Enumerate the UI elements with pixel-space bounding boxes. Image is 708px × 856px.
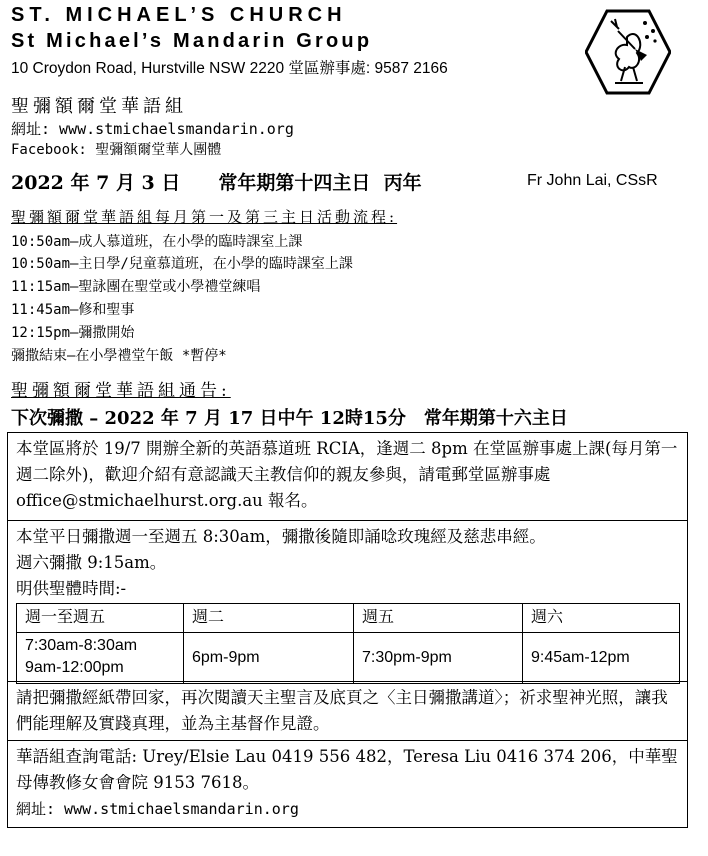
service-date: 2022 年 7 月 3 日 (11, 172, 181, 194)
table-header-cell: 週一至週五 (17, 604, 184, 633)
table-header-cell: 週五 (354, 604, 523, 633)
website-line: 網址: www.stmichaelsmandarin.org (11, 120, 294, 138)
adoration-notice (8, 521, 687, 682)
church-name: ST. MICHAEL’S CHURCH (11, 4, 347, 26)
st-michael-emblem-icon (585, 9, 671, 95)
reading-notice: 請把彌撒經紙帶回家，再次閱讀天主聖言及底頁之〈主日彌撒講道〉；祈求聖神光照，讓我們能理解及實踐真理，並為主基督作見證。 (8, 682, 687, 741)
table-cell (17, 633, 184, 684)
schedule-item: 12:15pm—彌撒開始 (11, 325, 135, 341)
table-header-row (17, 604, 680, 633)
liturgical-year: 丙年 (383, 172, 422, 194)
notices-box (7, 432, 688, 828)
schedule-item: 10:50am—成人慕道班，在小學的臨時課室上課 (11, 234, 303, 250)
priest-name: Fr John Lai, CSsR (527, 172, 658, 189)
church-address: 10 Croydon Road, Hurstville NSW 2220 堂區辦事處: 9587 2166 (11, 60, 448, 77)
contact-notice (8, 741, 687, 827)
schedule-title: 聖彌額爾堂華語組每月第一及第三主日活動流程: (11, 208, 398, 226)
next-mass-line: 下次彌撒 – 2022 年 7 月 17 日中午 12時15分 常年期第十六主日 (11, 408, 568, 429)
facebook-line: Facebook: 聖彌額爾堂華人團體 (11, 142, 222, 158)
table-row (17, 633, 680, 684)
schedule-item: 11:15am—聖詠團在聖堂或小學禮堂練唱 (11, 279, 261, 295)
contact-website: 網址: www.stmichaelsmandarin.org (16, 800, 299, 818)
liturgical-week: 常年期第十四主日 (218, 172, 371, 194)
table-cell: 7:30pm-9pm (354, 633, 523, 684)
rcia-notice: 本堂區將於 19/7 開辦全新的英語慕道班 RCIA，逢週二 8pm 在堂區辦事處上課(每月第一週二除外)，歡迎介紹有意認識天主教信仰的親友參與，請電郵堂區辦事處 office@stmichaelhurst.org.au 報名。 (8, 433, 687, 521)
mandarin-group-title: 聖彌額爾堂華語組 (11, 96, 187, 117)
notices-title: 聖彌額爾堂華語組通告: (11, 381, 231, 401)
weekday-mass-text: 本堂平日彌撒週一至週五 8:30am，彌撒後隨即誦唸玫瑰經及慈悲串經。 (16, 527, 546, 546)
date-line (11, 168, 422, 195)
adoration-table (16, 603, 680, 684)
table-header-cell: 週二 (184, 604, 354, 633)
table-header-cell: 週六 (523, 604, 680, 633)
group-name: St Michael’s Mandarin Group (11, 30, 373, 52)
table-cell: 9:45am-12pm (523, 633, 680, 684)
schedule-item: 10:50am—主日學/兒童慕道班，在小學的臨時課室上課 (11, 256, 353, 272)
saturday-mass-text: 週六彌撒 9:15am。 (16, 553, 167, 572)
schedule-item: 11:45am—修和聖事 (11, 302, 135, 318)
table-cell-line: 9am-12:00pm (25, 659, 124, 676)
schedule-item: 彌撒結束—在小學禮堂午飯 *暫停* (11, 348, 227, 364)
table-cell: 6pm-9pm (184, 633, 354, 684)
contact-text: 華語組查詢電話: Urey/Elsie Lau 0419 556 482，Teresa Liu 0416 374 206，中華聖母傳教修女會會院 9153 7618。 (16, 747, 678, 792)
table-cell-line: 7:30am-8:30am (25, 637, 138, 654)
adoration-label: 明供聖體時間:- (16, 579, 127, 598)
